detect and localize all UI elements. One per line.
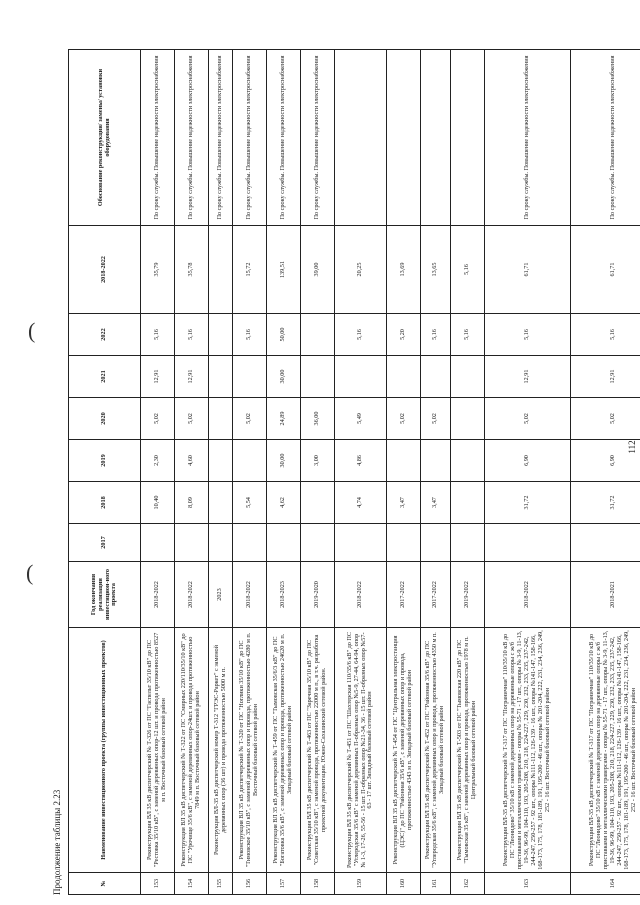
row-2018 <box>301 482 335 524</box>
row-reason: По сроку службы. Повышение надежности электроснабжения <box>571 50 640 226</box>
row-2021 <box>451 356 485 398</box>
row-2018: 8,09 <box>175 482 209 524</box>
rotated-page <box>52 50 637 895</box>
row-2017 <box>301 524 335 562</box>
row-2019 <box>451 440 485 482</box>
row-2018: 31,72 <box>485 482 571 524</box>
row-2019 <box>421 440 451 482</box>
row-total: 15,72 <box>233 226 267 314</box>
header-name: Наименование инвестиционного проекта (группы инвестиционных проектов) <box>69 628 141 873</box>
row-name: Реконструкция ВЛ 35 кВ диспетчерский № Т-459 от ПС "Тымовская 35/6/3 кВ" до ПС "Богатовка 35/6 кВ", с заменой деревянных опор и провода, протяженностью 24620 м п. Западный базовый сетевой район <box>267 628 301 873</box>
row-year: 2018-2022 <box>233 562 267 628</box>
row-2021 <box>301 356 335 398</box>
row-2022: 5,16 <box>421 314 451 356</box>
row-2020 <box>451 398 485 440</box>
row-2019: 4,86 <box>335 440 387 482</box>
row-reason: По сроку службы. Повышение надежности электроснабжения <box>175 50 209 226</box>
row-2021: 12,91 <box>175 356 209 398</box>
row-total: 61,71 <box>485 226 571 314</box>
table-row <box>451 50 485 895</box>
row-2020: 24,89 <box>267 398 301 440</box>
row-2022: 5,16 <box>335 314 387 356</box>
row-2017 <box>387 524 421 562</box>
row-2022: 50,00 <box>267 314 301 356</box>
row-2020: 36,00 <box>301 398 335 440</box>
table-row <box>267 50 301 895</box>
row-2022: 5,16 <box>451 314 485 356</box>
row-total: 13,65 <box>421 226 451 314</box>
table-header-row <box>69 50 141 895</box>
row-reason: По сроку службы. Повышение надежности электроснабжения <box>233 50 267 226</box>
row-2019: 6,90 <box>485 440 571 482</box>
row-year: 2017-2022 <box>387 562 421 628</box>
row-name: Реконструкция ВЛ-35 кВ диспетчерский № Т-317 от ПС "Пограничная" 110/35/10 кВ до ПС "Леонидово" 35/10 кВ с заменой деревянных опор на деревянные опоры с ж/б приставками и металлическими траверсами - опоры № 55-71 - 17 шт., опоры № 3-9, 11-13, 19-36, 96-99, 104-110, 193, 205-208, 210, 218, 224-227, 229, 230, 232, 233, 235, 237-242, 244-247, 250-257 - 92 шт., опоры №111-112, 126-139 - 16 шт., опоры №141-147, 158-166, 168-173, 175, 178, 181-189, 191, 195-200 - 46 шт., опоры № 201-204, 222, 231, 234, 236, 249, 252 - 16 шт. Восточный базовый сетевой район <box>571 628 640 873</box>
table-body <box>141 50 640 895</box>
header-2021: 2021 <box>69 356 141 398</box>
page-number: 112 <box>627 440 637 454</box>
row-2018: 3,47 <box>421 482 451 524</box>
row-2022: 5,16 <box>233 314 267 356</box>
row-name: Реконструкция ВЛ 35 кВ диспетчерский № Т-503 от ПС "Тымовская 220 кВ" до ПС "Тымовская 35 кВ", с заменой деревянных опор и провода, протяженностью 1978 м п. Центральный базовый сетевой район <box>451 628 485 873</box>
row-2017 <box>267 524 301 562</box>
row-name: Реконструкция ВЛ 35 кВ диспетчерский № Т-463 от ПС "Заречная 35/10 кВ" до ПС "Советская 35/10 кВ", с заменой провода, протяженностью 22000 м п., в т.ч. разработка проектной документации. Южно-Сахалинский сетевой район. <box>301 628 335 873</box>
row-reason: По сроку службы. Повышение надежности электроснабжения <box>485 50 571 226</box>
row-year: 2017-2022 <box>421 562 451 628</box>
row-2017 <box>233 524 267 562</box>
header-2020: 2020 <box>69 398 141 440</box>
header-year: Год окончания реализации инвестицион-ного проекта <box>69 562 141 628</box>
row-year: 2019-2022 <box>451 562 485 628</box>
row-reason: По сроку службы. Повышение надежности электроснабжения <box>141 50 175 226</box>
row-2020: 5,02 <box>571 398 640 440</box>
row-2018: 31,72 <box>571 482 640 524</box>
row-num: 160 <box>387 873 421 895</box>
table-row <box>301 50 335 895</box>
row-year: 2018-2021 <box>571 562 640 628</box>
row-2019: 2,30 <box>141 440 175 482</box>
row-name: Реконструкция ВЛ 35 кВ диспетчерский № Т-320 от ПС "Ноглики 35/10 кВ" до ПС "Тимовское 35/10 кВ", с заменой деревянных опор и провода, протяженностью 4280 м п. Восточный базовый сетевой район <box>233 628 267 873</box>
row-total: 13,69 <box>387 226 421 314</box>
investment-table <box>68 49 640 895</box>
row-num: 154 <box>175 873 209 895</box>
row-num: 162 <box>451 873 485 895</box>
row-2020: 5,49 <box>335 398 387 440</box>
row-name: Реконструкция ВЛ 35 кВ диспетчерский № Т-454 от ПС "Центральная электростанция (ЦЭС)" до ПС "Районная 35/6 кВ", с заменой деревянных опор и провода, протяженностью 4343 м п. Западный базовый сетевой район <box>387 628 421 873</box>
row-num: 155 <box>209 873 233 895</box>
row-reason <box>335 50 387 226</box>
row-2021: 30,00 <box>267 356 301 398</box>
row-2022: 5,16 <box>571 314 640 356</box>
row-2020: 5,02 <box>387 398 421 440</box>
table-row <box>209 50 233 895</box>
row-2020: 5,02 <box>421 398 451 440</box>
row-2018: 4,74 <box>335 482 387 524</box>
row-2019: 4,60 <box>175 440 209 482</box>
header-2019: 2019 <box>69 440 141 482</box>
table-row <box>141 50 175 895</box>
table-row <box>233 50 267 895</box>
table-row <box>571 50 640 895</box>
row-2017 <box>141 524 175 562</box>
row-2018: 5,54 <box>233 482 267 524</box>
table-caption: Продолжение таблицы 2.23 <box>52 789 62 895</box>
row-reason <box>451 50 485 226</box>
header-2018: 2018 <box>69 482 141 524</box>
row-year: 2018-2022 <box>335 562 387 628</box>
row-2018: 3,47 <box>387 482 421 524</box>
row-2020 <box>209 398 233 440</box>
table-row <box>387 50 421 895</box>
scan-mark-bottom: ( <box>26 560 34 585</box>
row-2017 <box>571 524 640 562</box>
row-2019: 30,00 <box>267 440 301 482</box>
row-2022: 5,16 <box>141 314 175 356</box>
row-reason <box>387 50 421 226</box>
row-2021 <box>421 356 451 398</box>
row-reason: По сроку службы. Повышение надежности электроснабжения <box>209 50 233 226</box>
row-2018: 4,62 <box>267 482 301 524</box>
row-2021 <box>387 356 421 398</box>
row-reason <box>421 50 451 226</box>
header-num: № <box>69 873 141 895</box>
row-num: 158 <box>301 873 335 895</box>
row-year: 2023 <box>209 562 233 628</box>
row-num: 156 <box>233 873 267 895</box>
table-row <box>335 50 387 895</box>
row-2017 <box>485 524 571 562</box>
row-year: 2018-2022 <box>485 562 571 628</box>
row-name: Реконструкция ВЛ 35 кВ диспетчерский № Т-452 от ПС "Районная 35/6 кВ" до ПС "Углеродская 35/6 кВ", с заменой деревянных опор и провода, протяженностью 4350 м п. Западный базовый сетевой район <box>421 628 451 873</box>
row-2021: 12,91 <box>141 356 175 398</box>
row-2017 <box>451 524 485 562</box>
row-year: 2019-2020 <box>301 562 335 628</box>
row-total: 20,25 <box>335 226 387 314</box>
row-2021: 12,91 <box>485 356 571 398</box>
row-2018: 10,40 <box>141 482 175 524</box>
row-total: 35,79 <box>141 226 175 314</box>
row-2020: 5,02 <box>175 398 209 440</box>
row-2021: 12,91 <box>571 356 640 398</box>
table-row <box>175 50 209 895</box>
row-num: 153 <box>141 873 175 895</box>
header-2017: 2017 <box>69 524 141 562</box>
row-num: 164 <box>571 873 640 895</box>
row-2018 <box>209 482 233 524</box>
row-2019 <box>233 440 267 482</box>
row-num: 163 <box>485 873 571 895</box>
row-2017 <box>335 524 387 562</box>
row-total: 39,00 <box>301 226 335 314</box>
row-num: 159 <box>335 873 387 895</box>
row-total: 5,16 <box>451 226 485 314</box>
row-name: Реконструкция ВЛ 35 кВ диспетчерский № Т-326 от ПС "Гаспельт 35/10 кВ" до ПС "Рестовка 35/10 кВ", с заменой деревянных опор-12 шт. и провода протяженностью 8527 м п. Восточный базовый сетевой район <box>141 628 175 873</box>
row-name: Реконструкция ВЛ-35 кВ диспетчерский № Т-317 от ПС "Пограничная" 110/35/10 кВ до ПС "Леонидово" 35/10 кВ с заменой деревянных опор на деревянные опоры с ж/б приставками и металлическими траверсами - опоры № 55-71 - 17 шт., опоры № 3-9, 11-13, 19-36, 96-99, 104-110, 193, 205-208, 210, 218, 224-227, 229, 230, 232, 233, 235, 237-242, 244-247, 250-257 - 92 шт., опоры №111-112, 126-139 - 16 шт., опоры №141-147, 158-166, 168-173, 175, 178, 181-189, 191, 195-200 - 46 шт., опоры № 201-204, 222, 231, 234, 236, 249, 252 - 16 шт. Восточный базовый сетевой район <box>485 628 571 873</box>
row-2018 <box>451 482 485 524</box>
row-2017 <box>209 524 233 562</box>
row-reason: По сроку службы. Повышение надежности электроснабжения <box>301 50 335 226</box>
row-2022 <box>301 314 335 356</box>
row-2021 <box>209 356 233 398</box>
row-2020: 5,02 <box>485 398 571 440</box>
row-2019: 6,90 <box>571 440 640 482</box>
row-2022 <box>209 314 233 356</box>
row-2022: 5,20 <box>387 314 421 356</box>
row-year: 2018-2023 <box>267 562 301 628</box>
row-2022: 5,16 <box>485 314 571 356</box>
row-2017 <box>175 524 209 562</box>
table-row <box>421 50 451 895</box>
scan-mark-top: ( <box>28 318 36 343</box>
row-total: 61,71 <box>571 226 640 314</box>
row-name: Реконструкция ВЛ 35 кВ диспетчерский № Т-322 от ПС "Смирных 220/110/35/10 кВ" до ПС "Урочище 35/6 кВ", с заменой деревянных опор-24шт. и провода протяженностью 7849 м п. Восточный базовый сетевой район <box>175 628 209 873</box>
table-row <box>485 50 571 895</box>
header-reason: Обоснование реконструкции/ замены/ установки оборудования <box>69 50 141 226</box>
row-name: Реконструкция ВЛ 35 кВ диспетчерский № Т-451 от ПС "Шахтерская 110/35/6 кВ" до ПС "Углеродская 35/6 кВ" с заменой деревянных П-образных опор №5-9, 27-44, 64-94, опор № 1-3, 17-26, 55-56 - 15 шт. П-образных опор №21-34, 36 - 15 шт. П-образных опор №57-63 - 17 шт. Западный базовый сетевой район <box>335 628 387 873</box>
row-num: 157 <box>267 873 301 895</box>
row-reason: По сроку службы. Повышение надежности электроснабжения <box>267 50 301 226</box>
row-2021 <box>233 356 267 398</box>
row-name: Реконструкция ВЛ-35 кВ диспетчерский номер Т-312 "ГРЭС-Раркет" с заменой деревянных опор (36 шт) и провода протяженностью 5000 м п. <box>209 628 233 873</box>
row-2020: 5,02 <box>233 398 267 440</box>
row-2022: 5,16 <box>175 314 209 356</box>
header-total: 2018-2022 <box>69 226 141 314</box>
row-total: 35,78 <box>175 226 209 314</box>
row-2019 <box>387 440 421 482</box>
row-year: 2018-2022 <box>141 562 175 628</box>
row-2019 <box>209 440 233 482</box>
row-total: 139,51 <box>267 226 301 314</box>
row-total <box>209 226 233 314</box>
row-2020: 5,02 <box>141 398 175 440</box>
row-year: 2018-2022 <box>175 562 209 628</box>
row-2017 <box>421 524 451 562</box>
row-num: 161 <box>421 873 451 895</box>
row-2019: 3,00 <box>301 440 335 482</box>
row-2021 <box>335 356 387 398</box>
header-2022: 2022 <box>69 314 141 356</box>
